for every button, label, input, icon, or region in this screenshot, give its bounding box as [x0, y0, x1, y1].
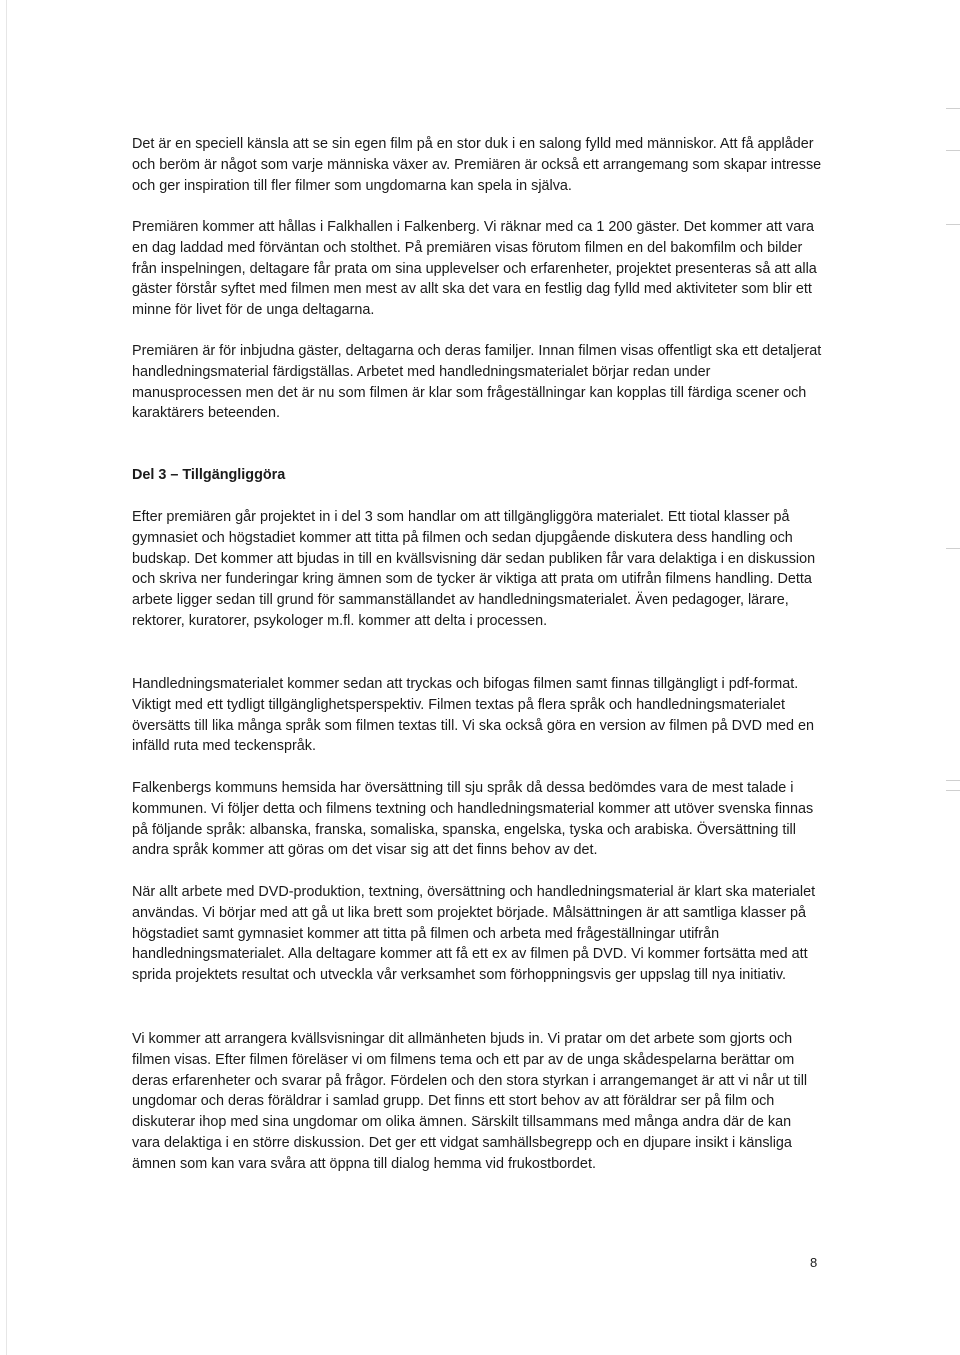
paragraph-1-block	[132, 134, 822, 196]
paragraph-2: Premiären kommer att hållas i Falkhallen i Falkenberg. Vi räknar med ca 1 200 gäster. Det kommer att vara en dag laddad med förväntan och stolthet. På premiären visas förutom filmen en del bakomfilm och bilder från inspelningen, deltagare får prata om sina upplevelser och erfarenheter, projektet presenteras så att alla gäster förstår syftet med filmen men mest av allt ska det vara en festlig dag fylld med aktiviteter som blir ett minne för livet för de unga deltagarna.	[132, 219, 817, 319]
paragraph-7: När allt arbete med DVD-produktion, textning, översättning och handledningsmaterial är klart ska materialet användas. Vi börjar med att gå ut lika brett som projektet började. Målsättningen är att samtliga klasser på högstadiet samt gymnasiet kommer att titta på filmen och arbeta med frågeställningar utifrån handledningsmaterialet. Alla deltagare kommer att få ett ex av filmen på DVD. Vi kommer fortsätta med att sprida projektets resultat och utveckla vår verksamhet som förhoppningsvis ger uppslag till nya initiativ.	[132, 884, 816, 984]
paragraph-3-block	[132, 341, 822, 424]
paragraph-8: Vi kommer att arrangera kvällsvisningar dit allmänheten bjuds in. Vi pratar om det arbete som gjorts och filmen visas. Efter filmen föreläser vi om filmens tema och ett par av de unga skådespelarna berättar om deras erfarenheter och svarar på frågor. Fördelen och den stora styrkan i arrangemanget är att vi når ut till ungdomar och deras föräldrar i samlad grupp. Det finns ett stort behov av att föräldrar ser på film och diskuterar ihop med sina ungdomar om olika ämnen. Särskilt tillsammans med många andra där de kan vara delaktiga i en större diskussion. Det ger ett vidgat samhällsbegrepp och en djupare insikt i känsliga ämnen som kan vara svåra att öppna till dialog hemma vid frukostbordet.	[132, 1031, 808, 1172]
paragraph-5-block	[132, 674, 822, 757]
paragraph-4-block	[132, 507, 822, 632]
scan-margin-mark	[946, 790, 960, 791]
paragraph-3: Premiären är för inbjudna gäster, deltagarna och deras familjer. Innan filmen visas offentligt ska ett detaljerat handledningsmaterial färdigställas. Arbetet med handledningsmaterialet börjar redan under manusprocessen men det är nu som filmen är klar som frågeställningar kan kopplas till färdiga scener och karaktärers beteenden.	[132, 343, 822, 422]
page-number: 8	[810, 1255, 818, 1270]
section-heading: Del 3 – Tillgängliggöra	[132, 467, 286, 483]
scan-edge-line	[6, 0, 7, 1355]
paragraph-5: Handledningsmaterialet kommer sedan att tryckas och bifogas filmen samt finnas tillgängligt i pdf-format. Viktigt med ett tydligt tillgänglighetsperspektiv. Filmen textas på flera språk och handledningsmaterialet översätts till lika många språk som filmen textas till. Vi ska också göra en version av filmen på DVD med en infälld ruta med teckenspråk.	[132, 676, 814, 755]
paragraph-1: Det är en speciell känsla att se sin egen film på en stor duk i en salong fylld med människor. Att få applåder och beröm är något som varje människa växer av. Premiären är också ett arrangemang som skapar intresse och ger inspiration till fler filmer som ungdomarna kan spela in själva.	[132, 136, 822, 194]
paragraph-8-block	[132, 1029, 822, 1175]
paragraph-6: Falkenbergs kommuns hemsida har översättning till sju språk då dessa bedömdes vara de mest talade i kommunen. Vi följer detta och filmens textning och handledningsmaterial kommer att utöver svenska finnas på följande språk: albanska, franska, somaliska, spanska, engelska, tyska och arabiska. Översättning till andra språk kommer att göras om det visar sig att det finns behov av det.	[132, 780, 814, 859]
paragraph-7-block	[132, 882, 822, 986]
paragraph-6-block	[132, 778, 822, 861]
scan-margin-mark	[946, 548, 960, 549]
scan-margin-mark	[946, 150, 960, 151]
scan-margin-mark	[946, 224, 960, 225]
paragraph-4: Efter premiären går projektet in i del 3 som handlar om att tillgängliggöra materialet. Ett tiotal klasser på gymnasiet och högstadiet kommer att titta på filmen och sedan djupgående diskutera dess handling och budskap. Det kommer att bjudas in till en kvällsvisning där sedan publiken får vara delaktiga i en diskussion och skriva ner funderingar kring ämnen som de tycker är viktiga att prata om utifrån filmens handling. Detta arbete ligger sedan till grund för sammanställandet av handledningsmaterialet. Även pedagoger, lärare, rektorer, kuratorer, psykologer m.fl. kommer att delta i processen.	[132, 509, 816, 629]
scan-margin-mark	[946, 780, 960, 781]
scan-margin-mark	[946, 108, 960, 109]
section-heading-block	[132, 465, 822, 486]
paragraph-2-block	[132, 217, 822, 321]
